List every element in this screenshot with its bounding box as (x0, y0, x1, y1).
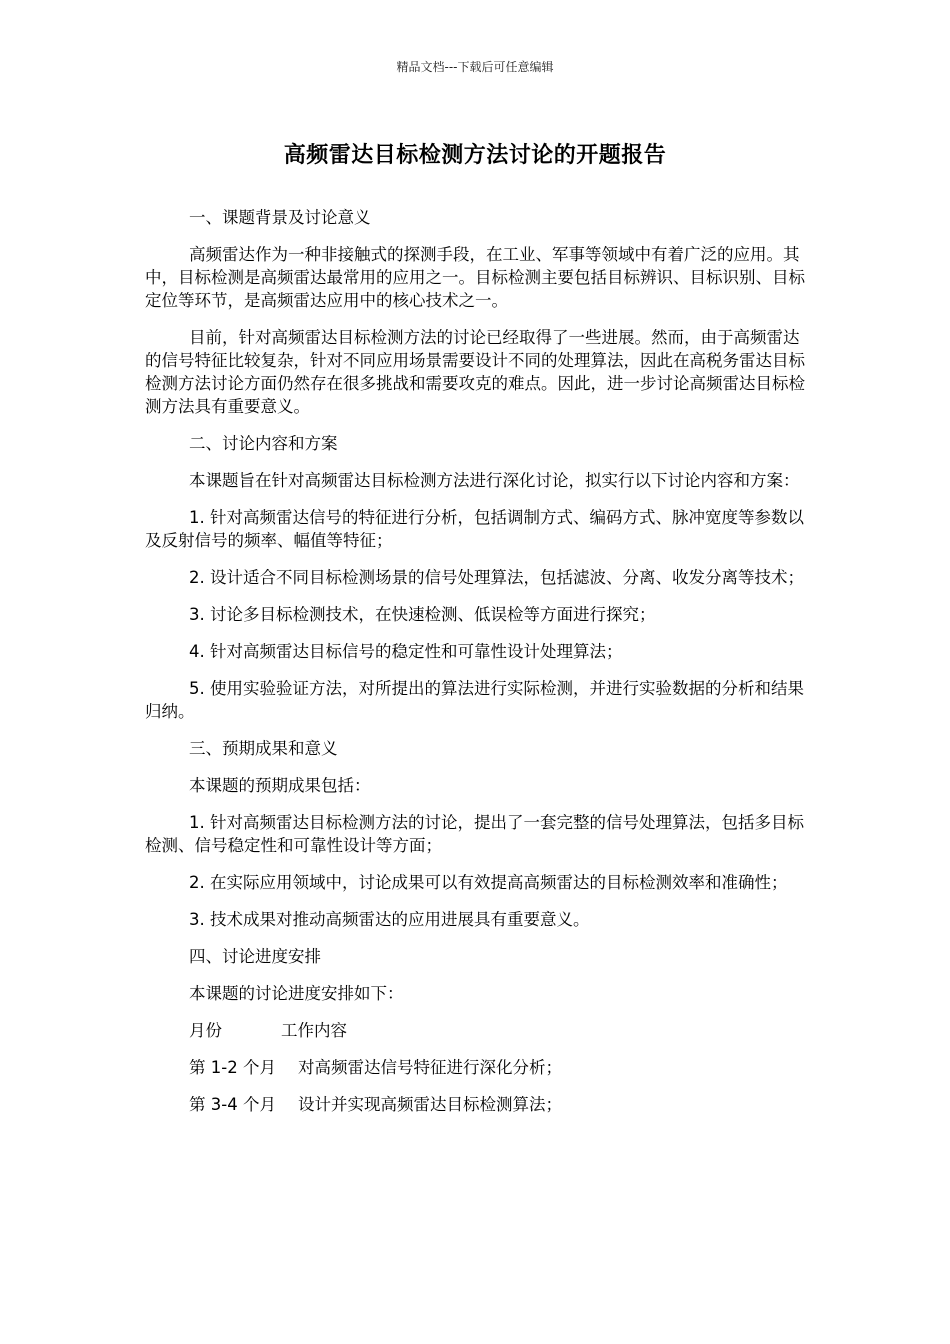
schedule-work: 对高频雷达信号特征进行深化分析； (298, 1058, 562, 1077)
schedule-month: 第 3-4 个月 (189, 1095, 276, 1114)
section-3-intro: 本课题的预期成果包括： (189, 776, 371, 795)
section-1-paragraph-2: 目前，针对高频雷达目标检测方法的讨论已经取得了一些进展。然而，由于高频雷达的信号特征比较复杂，针对不同应用场景需要设计不同的处理算法，因此在高税务雷达目标检测方法讨论方面仍然存在很多挑战和需要攻克的难点。因此，进一步讨论高频雷达目标检测方法具有重要意义。 (145, 328, 805, 416)
schedule-header-row (145, 1019, 810, 1042)
section-1-paragraph-1: 高频雷达作为一种非接触式的探测手段，在工业、军事等领域中有着广泛的应用。其中，目标检测是高频雷达最常用的应用之一。目标检测主要包括目标辨识、目标识别、目标定位等环节，是高频雷达应用中的核心技术之一。 (145, 245, 805, 310)
schedule-row (145, 1093, 810, 1116)
page-header-note: 精品文档---下载后可任意编辑 (396, 60, 554, 74)
schedule-month: 第 1-2 个月 (189, 1058, 276, 1077)
section-2-heading: 二、讨论内容和方案 (189, 434, 338, 453)
section-1-heading: 一、课题背景及讨论意义 (189, 208, 371, 227)
document-title: 高频雷达目标检测方法讨论的开题报告 (283, 143, 667, 168)
section-3-item: 2. 在实际应用领域中，讨论成果可以有效提高高频雷达的目标检测效率和准确性； (189, 873, 788, 892)
section-2-item: 1. 针对高频雷达信号的特征进行分析，包括调制方式、编码方式、脉冲宽度等参数以及反射信号的频率、幅值等特征； (145, 508, 804, 550)
schedule-header-month: 月份 (189, 1021, 222, 1040)
section-2-item: 4. 针对高频雷达目标信号的稳定性和可靠性设计处理算法； (189, 642, 623, 661)
document-body (145, 206, 810, 1130)
schedule-header-work: 工作内容 (281, 1021, 347, 1040)
schedule-row (145, 1056, 810, 1079)
section-2-intro: 本课题旨在针对高频雷达目标检测方法进行深化讨论，拟实行以下讨论内容和方案： (189, 471, 800, 490)
schedule-work: 设计并实现高频雷达目标检测算法； (298, 1095, 562, 1114)
section-3-heading: 三、预期成果和意义 (189, 739, 338, 758)
section-2-item: 3. 讨论多目标检测技术，在快速检测、低误检等方面进行探究； (189, 605, 656, 624)
section-4-intro: 本课题的讨论进度安排如下： (189, 984, 404, 1003)
section-2-item: 2. 设计适合不同目标检测场景的信号处理算法，包括滤波、分离、收发分离等技术； (189, 568, 804, 587)
section-3-item: 3. 技术成果对推动高频雷达的应用进展具有重要意义。 (189, 910, 590, 929)
section-2-item: 5. 使用实验验证方法，对所提出的算法进行实际检测，并进行实验数据的分析和结果归纳。 (145, 679, 804, 721)
section-3-item: 1. 针对高频雷达目标检测方法的讨论，提出了一套完整的信号处理算法，包括多目标检测、信号稳定性和可靠性设计等方面； (145, 813, 804, 855)
section-4-heading: 四、讨论进度安排 (189, 947, 321, 966)
